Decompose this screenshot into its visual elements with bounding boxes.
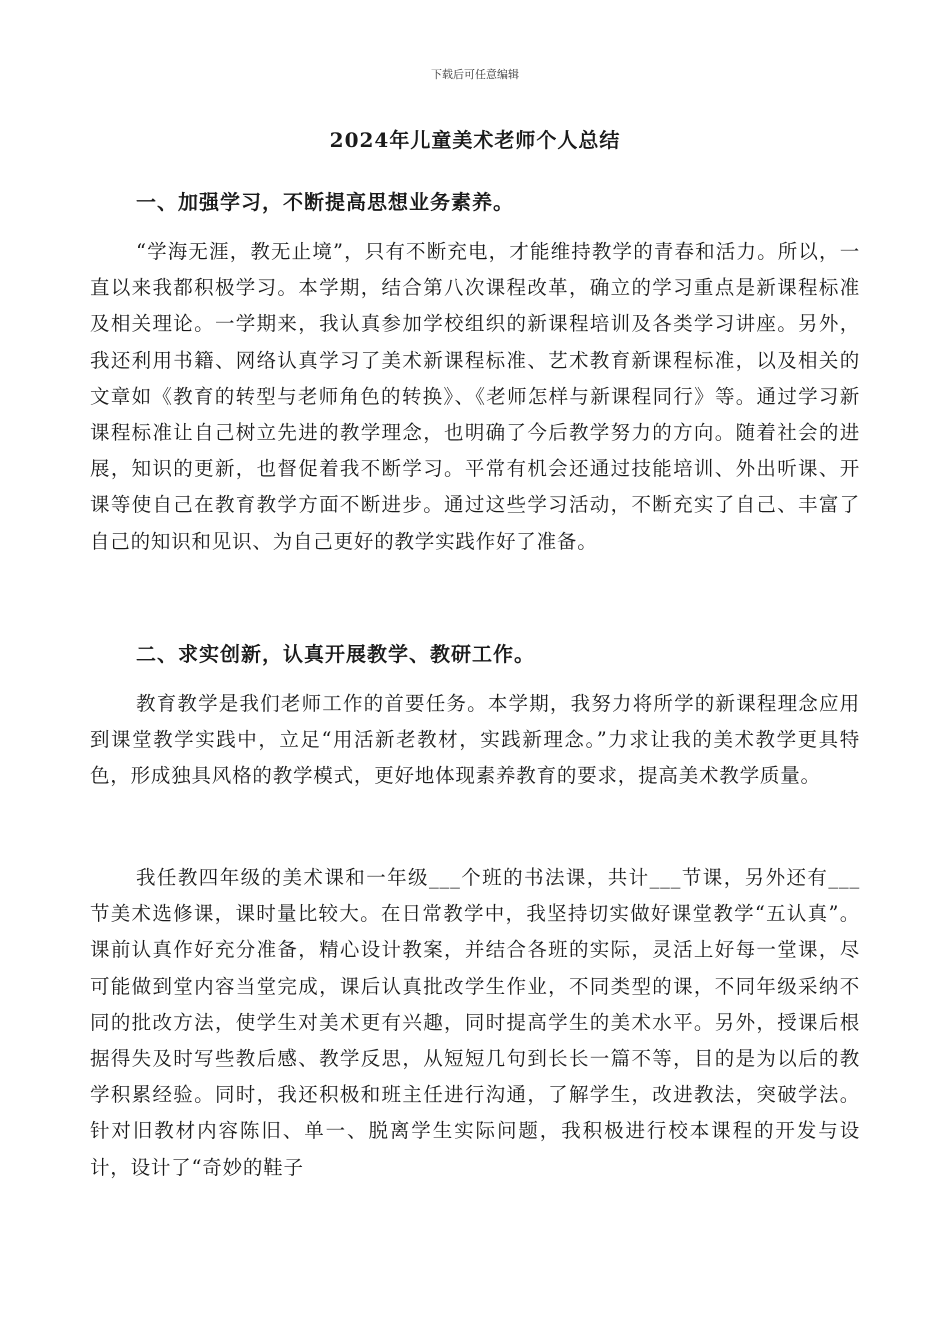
section-2-paragraph-2 [90,860,860,1186]
paragraph-text: 教育教学是我们老师工作的首要任务。本学期，我努力将所学的新课程理念应用到课堂教学实践中，立足“用活新老教材，实践新理念。”力求让我的美术教学更具特色，形成独具风格的教学模式，更好地体现素养教育的要求，提高美术教学质量。 [90,692,860,788]
section-heading-1: 一、加强学习，不断提高思想业务素养。 [136,190,514,214]
section-heading-2: 二、求实创新，认真开展教学、教研工作。 [136,642,535,666]
section-2-paragraph-1 [90,686,860,795]
paragraph-text: “学海无涯，教无止境”，只有不断充电，才能维持教学的青春和活力。所以，一直以来我都积极学习。本学期，结合第八次课程改革，确立的学习重点是新课程标准及相关理论。一学期来，我认真参加学校组织的新课程培训及各类学习讲座。另外，我还利用书籍、网络认真学习了美术新课程标准、艺术教育新课程标准，以及相关的文章如《教育的转型与老师角色的转换》、《老师怎样与新课程同行》等。通过学习新课程标准让自己树立先进的教学理念，也明确了今后教学努力的方向。随着社会的进展，知识的更新，也督促着我不断学习。平常有机会还通过技能培训、外出听课、开课等使自己在教育教学方面不断进步。通过这些学习活动，不断充实了自己、丰富了自己的知识和见识、为自己更好的教学实践作好了准备。 [90,240,860,553]
document-title: 2024年儿童美术老师个人总结 [329,128,621,152]
header-note: 下载后可任意编辑 [431,68,519,81]
section-1-paragraph-1 [90,234,860,560]
paragraph-text: 我任教四年级的美术课和一年级___个班的书法课，共计___节课，另外还有___节美术选修课，课时量比较大。在日常教学中，我坚持切实做好课堂教学“五认真”。课前认真作好充分准备，精心设计教案，并结合各班的实际，灵活上好每一堂课，尽可能做到堂内容当堂完成，课后认真批改学生作业，不同类型的课，不同年级采纳不同的批改方法，使学生对美术更有兴趣，同时提高学生的美术水平。另外，授课后根据得失及时写些教后感、教学反思，从短短几句到长长一篇不等，目的是为以后的教学积累经验。同时，我还积极和班主任进行沟通，了解学生，改进教法，突破学法。针对旧教材内容陈旧、单一、脱离学生实际问题，我积极进行校本课程的开发与设计，设计了“奇妙的鞋子 [90,866,860,1179]
